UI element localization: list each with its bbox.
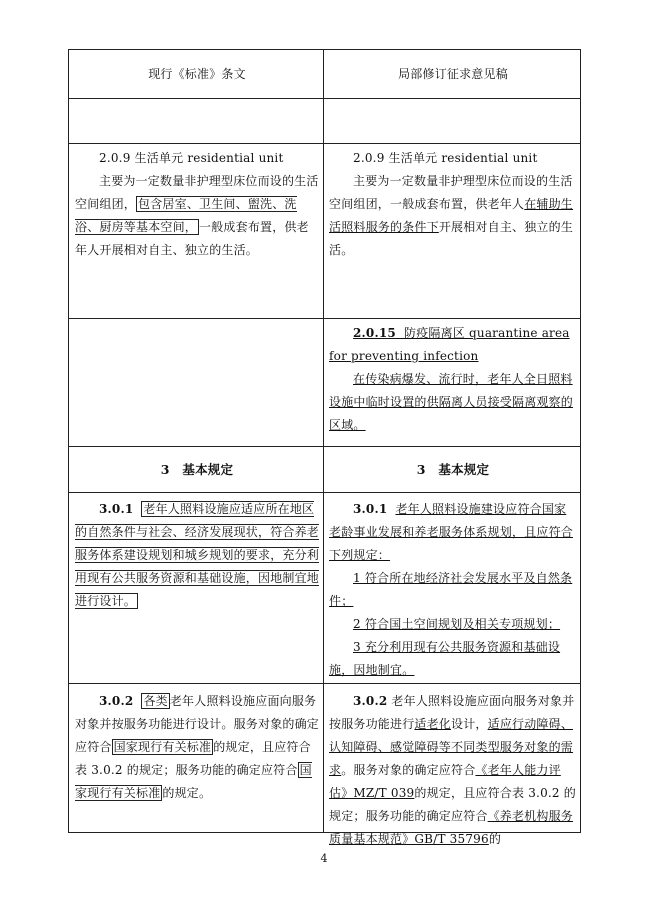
clause-3-0-2-current bbox=[75, 690, 319, 805]
clause-title: 2.0.9 生活单元 residential unit bbox=[99, 151, 284, 165]
underlined-text: 在辅助生活照料服务的条件下 bbox=[329, 197, 574, 234]
list-item: 1 符合所在地经济社会发展水平及自然条件； bbox=[329, 571, 573, 608]
clause-3-0-2-revised bbox=[329, 690, 577, 851]
underlined-text: 适应行动障碍、认知障碍、感觉障碍等不同类型服务对象的需求 bbox=[329, 717, 574, 777]
boxed-text: 国家现行有关标准 bbox=[113, 740, 212, 754]
clause-title: 2.0.9 生活单元 residential unit bbox=[353, 151, 538, 165]
list-item: 3 充分利用现有公共服务资源和基础设施，因地制宜。 bbox=[329, 640, 561, 677]
row-divider bbox=[69, 446, 580, 447]
clause-body: 3.0.1 老年人照料设施建设应符合国家老龄事业发展和养老服务体系规划，且应符合下列规定： bbox=[329, 502, 574, 562]
clause-3-0-1-revised bbox=[329, 498, 577, 682]
row-divider bbox=[69, 318, 580, 319]
underlined-text: 适老化 bbox=[414, 717, 452, 731]
boxed-text: 老年人照料设施应适应所在地区的自然条件与社会、经济发展现状，符合养老服务体系建设规划和城乡规划的要求，充分利用现有公共服务资源和基础设施，因地制宜地进行设计。 bbox=[75, 502, 320, 608]
column-divider bbox=[323, 50, 324, 832]
clause-body: 3.0.1 老年人照料设施应适应所在地区的自然条件与社会、经济发展现状，符合养老服务体系建设规划和城乡规划的要求，充分利用现有公共服务资源和基础设施，因地制宜地进行设计。 bbox=[75, 502, 320, 608]
header-revision-draft: 局部修订征求意见稿 bbox=[398, 67, 508, 81]
row-divider bbox=[69, 683, 580, 684]
underlined-text: 《养老机构服务质量基本规范》GB/T 35796 bbox=[329, 809, 574, 846]
clause-body: 主要为一定数量非护理型床位而设的生活空间组团，一般成套布置，供老年人在辅助生活照料服务的条件下开展相对自主、独立的生活。 bbox=[329, 174, 574, 257]
section-title-current: 3 基本规定 bbox=[160, 462, 234, 477]
boxed-text: 包含居室、卫生间、盥洗、洗浴、厨房等基本空间， bbox=[75, 197, 297, 234]
underlined-text: 《老年人能力评估》MZ/T 039 bbox=[329, 763, 561, 800]
clause-body: 3.0.2 老年人照料设施应面向服务对象并按服务功能进行适老化设计，适应行动障碍、认知障碍、感觉障碍等不同类型服务对象的需求。服务对象的确定应符合《老年人能力评估》MZ/T 039的规定，且应符合表 3.0.2 的规定；服务功能的确定应符合《养老机构服务质量基本规范》GB/T 35796的 bbox=[329, 694, 576, 846]
header-current-standard: 现行《标准》条文 bbox=[148, 67, 246, 81]
section-title-revised: 3 基本规定 bbox=[416, 462, 490, 477]
clause-2-0-9-revised bbox=[329, 147, 577, 262]
clause-body: 主要为一定数量非护理型床位而设的生活空间组团， 包含居室、卫生间、盥洗、洗浴、厨房等基本空间， 一般成套布置，供老年人开展相对自主、独立的生活。 bbox=[75, 174, 319, 257]
clause-2-0-9-current bbox=[75, 147, 319, 262]
clause-body: 3.0.2 各类 老年人照料设施应面向服务对象并按服务功能进行设计。服务对象的确定应符合 国家现行有关标准 的规定，且应符合表 3.0.2 的规定；服务功能的确定应符合 国家现行有关标准 的规定。 bbox=[75, 694, 320, 800]
clause-2-0-15-revised bbox=[329, 322, 577, 437]
underlined-text: 老年人照料设施建设应符合国家老龄事业发展和养老服务体系规划，且应符合下列规定： bbox=[329, 502, 574, 562]
comparison-table bbox=[68, 49, 581, 846]
list-item: 2 符合国土空间规划及相关专项规划； bbox=[353, 617, 561, 631]
clause-body: 在传染病爆发、流行时，老年人全日照料设施中临时设置的供隔离人员接受隔离观察的区域。 bbox=[329, 372, 574, 432]
row-divider bbox=[69, 492, 580, 493]
boxed-text: 各类 bbox=[143, 694, 168, 708]
row-divider bbox=[69, 143, 580, 144]
row-divider bbox=[69, 98, 580, 99]
clause-3-0-1-current bbox=[75, 498, 319, 613]
boxed-text: 国家现行有关标准 bbox=[75, 763, 312, 800]
page-number: 4 bbox=[320, 852, 328, 865]
clause-title: 2.0.15 防疫隔离区 quarantine area for preventing infection bbox=[329, 326, 570, 363]
